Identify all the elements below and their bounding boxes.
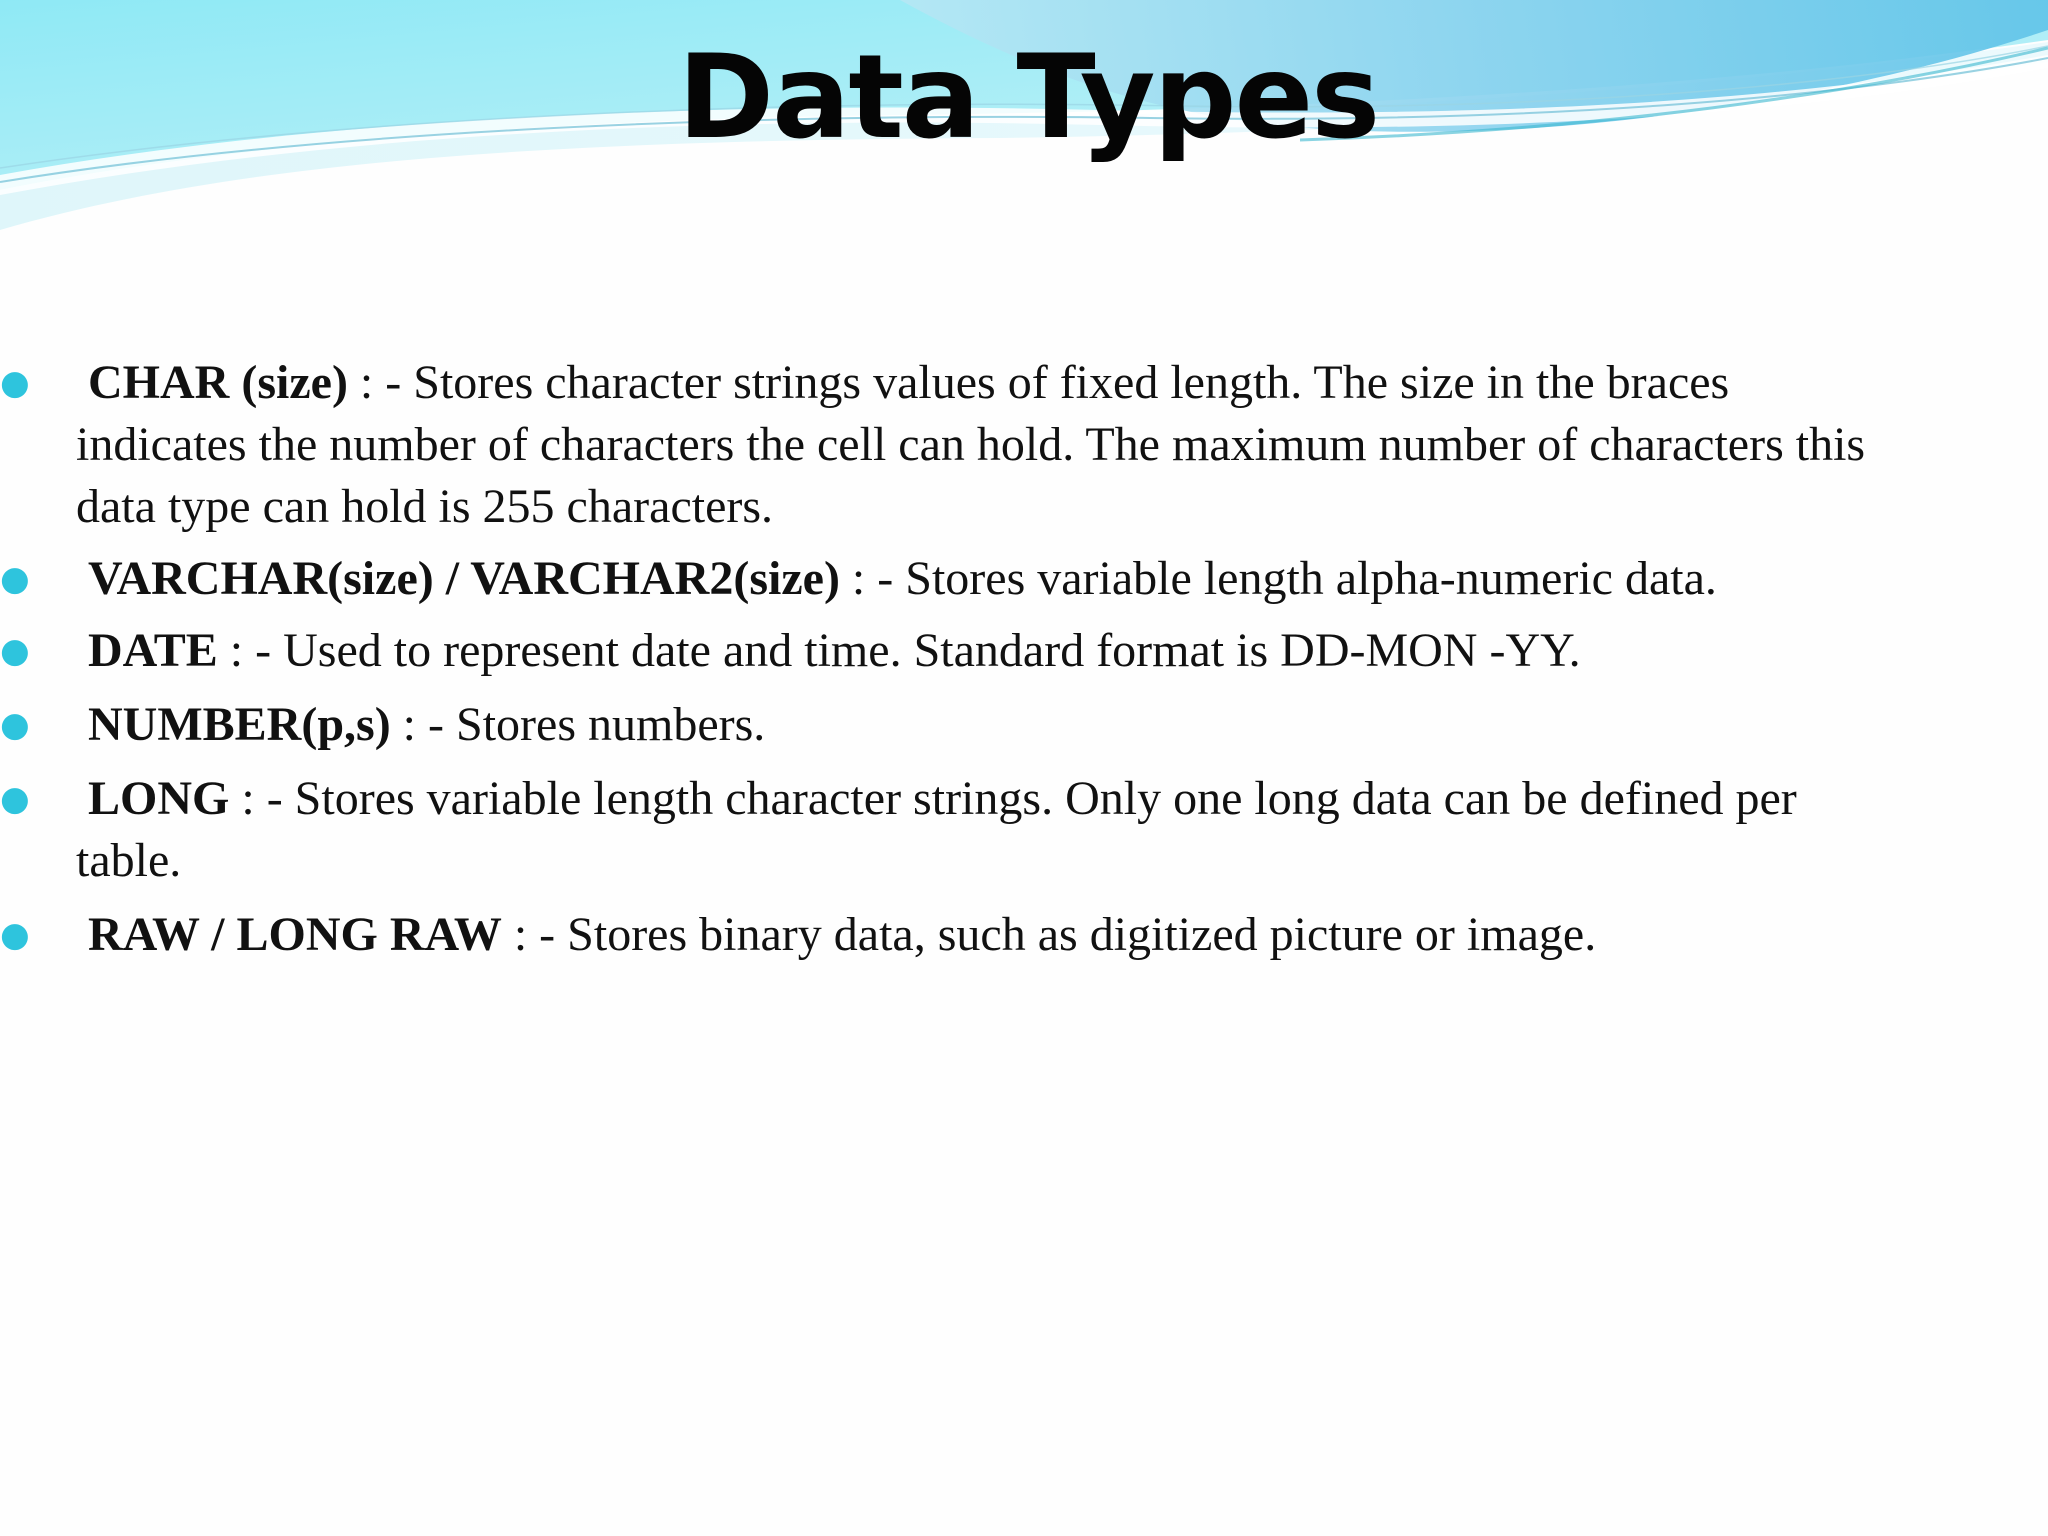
term-description: : - Stores character strings values of fixed length. The size in the braces indicates the number of characters the cell can hold. The maximum number of characters this data type can hold is 255 characters.	[76, 356, 1866, 533]
slide-title: Data Types	[677, 30, 1379, 165]
bullet-dot-icon: ●	[0, 631, 30, 671]
term-description: : - Stores binary data, such as digitized picture or image.	[501, 908, 1597, 961]
term-label: NUMBER(p,s)	[88, 698, 391, 751]
bullet-dot-icon: ●	[0, 559, 30, 599]
list-item-varchar	[0, 548, 1900, 610]
list-item-date	[0, 620, 1900, 682]
bullet-dot-icon: ●	[0, 705, 30, 745]
term-label: LONG	[88, 772, 230, 825]
bullet-dot-icon: ●	[0, 779, 30, 819]
term-description: : - Used to represent date and time. Standard format is DD-MON -YY.	[217, 624, 1581, 677]
term-label: DATE	[88, 624, 218, 677]
list-item-char	[0, 352, 1900, 538]
term-description: : - Stores variable length character strings. Only one long data can be defined per table.	[76, 772, 1797, 887]
list-item-number	[0, 694, 1900, 756]
bullet-dot-icon: ●	[0, 363, 30, 403]
term-label: RAW / LONG RAW	[88, 908, 502, 961]
term-description: : - Stores variable length alpha-numeric data.	[839, 552, 1717, 605]
term-label: CHAR (size)	[88, 356, 348, 409]
term-label: VARCHAR(size) / VARCHAR2(size)	[88, 552, 840, 605]
bullet-dot-icon: ●	[0, 915, 30, 955]
term-description: : - Stores numbers.	[390, 698, 766, 751]
list-item-raw	[0, 904, 1900, 966]
list-item-long	[0, 768, 1900, 892]
data-types-list	[0, 352, 1900, 966]
